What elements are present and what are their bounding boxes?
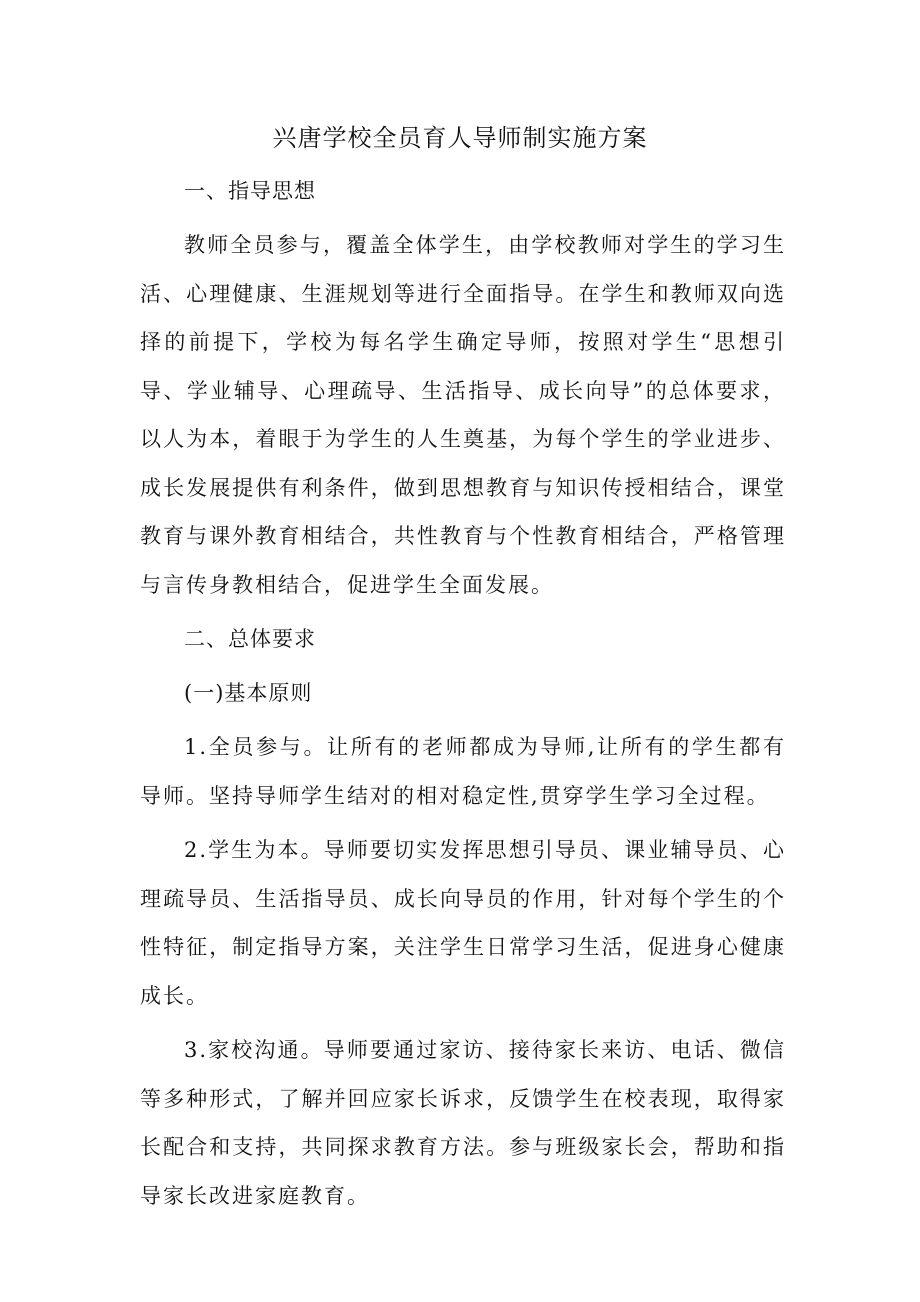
subsection-heading-basic-principles: (一)基本原则 xyxy=(184,681,313,705)
paragraph-guiding-thought: 教师全员参与，覆盖全体学生，由学校教师对学生的学习生活、心理健康、生涯规划等进行全面指导。在学生和教师双向选择的前提下，学校为每名学生确定导师，按照对学生“思想引导、学业辅导、心理疏导、生活指导、成长向导”的总体要求，以人为本，着眼于为学生的人生奠基，为每个学生的学业进步、成长发展提供有利条件，做到思想教育与知识传授相结合，课堂教育与课外教育相结合，共性教育与个性教育相结合，严格管理与言传身教相结合，促进学生全面发展。 xyxy=(140,233,786,597)
section-heading-guiding-thought: 一、指导思想 xyxy=(184,179,316,203)
paragraph-principle-1: 1.全员参与。让所有的老师都成为导师,让所有的学生都有导师。坚持导师学生结对的相对稳定性,贯穿学生学习全过程。 xyxy=(140,735,786,808)
document-body xyxy=(140,167,786,1220)
page-title: 兴唐学校全员育人导师制实施方案 xyxy=(272,124,648,152)
paragraph-principle-2: 2.学生为本。导师要切实发挥思想引导员、课业辅导员、心理疏导员、生活指导员、成长向导员的作用，针对每个学生的个性特征，制定指导方案，关注学生日常学习生活，促进身心健康成长。 xyxy=(140,838,786,1008)
section-heading-general-requirements: 二、总体要求 xyxy=(184,627,316,651)
paragraph-principle-3: 3.家校沟通。导师要通过家访、接待家长来访、电话、微信等多种形式，了解并回应家长诉求，反馈学生在校表现，取得家长配合和支持，共同探求教育方法。参与班级家长会，帮助和指导家长改进家庭教育。 xyxy=(140,1038,786,1208)
